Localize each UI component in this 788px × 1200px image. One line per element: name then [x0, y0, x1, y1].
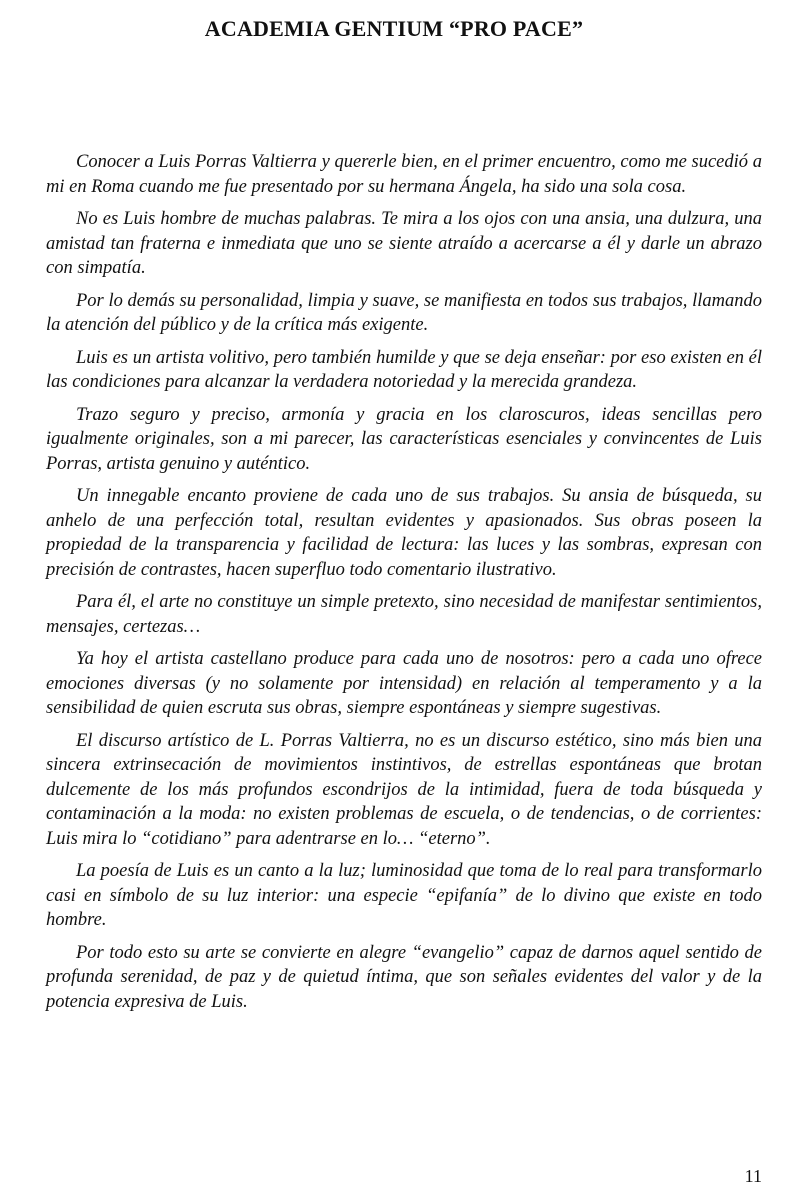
paragraph: Luis es un artista volitivo, pero también humilde y que se deja enseñar: por eso existen en él las condiciones para alcanzar la verdadera notoriedad y la merecida grandeza.: [46, 347, 762, 392]
paragraph: El discurso artístico de L. Porras Valtierra, no es un discurso estético, sino más bien una sincera extrinsecación de movimientos instintivos, de estrellas espontáneas que brotan dulcemente de los más profundos escondrijos de la intimidad, fuera de toda búsqueda y contaminación a la moda: no existen problemas de escuela, o de tendencias, o de corrientes: Luis mira lo “cotidiano” para adentrarse en lo… “eterno”.: [46, 730, 762, 849]
paragraph: Conocer a Luis Porras Valtierra y quererle bien, en el primer encuentro, como me sucedió a mi en Roma cuando me fue presentado por su hermana Ángela, ha sido una sola cosa.: [46, 152, 762, 197]
paragraph: Para él, el arte no constituye un simple pretexto, sino necesidad de manifestar sentimientos, mensajes, certezas…: [46, 592, 762, 637]
paragraph: Trazo seguro y preciso, armonía y gracia en los claroscuros, ideas sencillas pero igualmente originales, son a mi parecer, las características esenciales y convincentes de Luis Porras, artista genuino y auténtico.: [46, 404, 762, 474]
body-text: [46, 150, 762, 1022]
paragraph: Por lo demás su personalidad, limpia y suave, se manifiesta en todos sus trabajos, llamando la atención del público y de la crítica más exigente.: [46, 290, 762, 335]
page-number: 11: [744, 1166, 762, 1186]
paragraph: Por todo esto su arte se convierte en alegre “evangelio” capaz de darnos aquel sentido de profunda serenidad, de paz y de quietud íntima, que son señales evidentes del valor y de la potencia expresiva de Luis.: [46, 942, 762, 1012]
paragraph: Un innegable encanto proviene de cada uno de sus trabajos. Su ansia de búsqueda, su anhelo de una perfección total, resultan evidentes y apasionados. Sus obras poseen la propiedad de la transparencia y facilidad de lectura: las luces y las sombras, expresan con precisión de contrastes, hacen superfluo todo comentario ilustrativo.: [46, 486, 762, 580]
page-title: ACADEMIA GENTIUM “PRO PACE”: [204, 16, 584, 41]
paragraph: La poesía de Luis es un canto a la luz; luminosidad que toma de lo real para transformarlo casi en símbolo de su luz interior: una especie “epifanía” de lo divino que existe en todo hombre.: [46, 861, 762, 930]
paragraph: No es Luis hombre de muchas palabras. Te mira a los ojos con una ansia, una dulzura, una amistad tan fraterna e inmediata que uno se siente atraído a acercarse a él y darle un abrazo con simpatía.: [46, 209, 762, 278]
paragraph: Ya hoy el artista castellano produce para cada uno de nosotros: pero a cada uno ofrece emociones diversas (y no solamente por intensidad) en relación al temperamento y a la sensibilidad de quien escruta sus obras, siempre espontáneas y siempre sugestivas.: [46, 649, 762, 718]
